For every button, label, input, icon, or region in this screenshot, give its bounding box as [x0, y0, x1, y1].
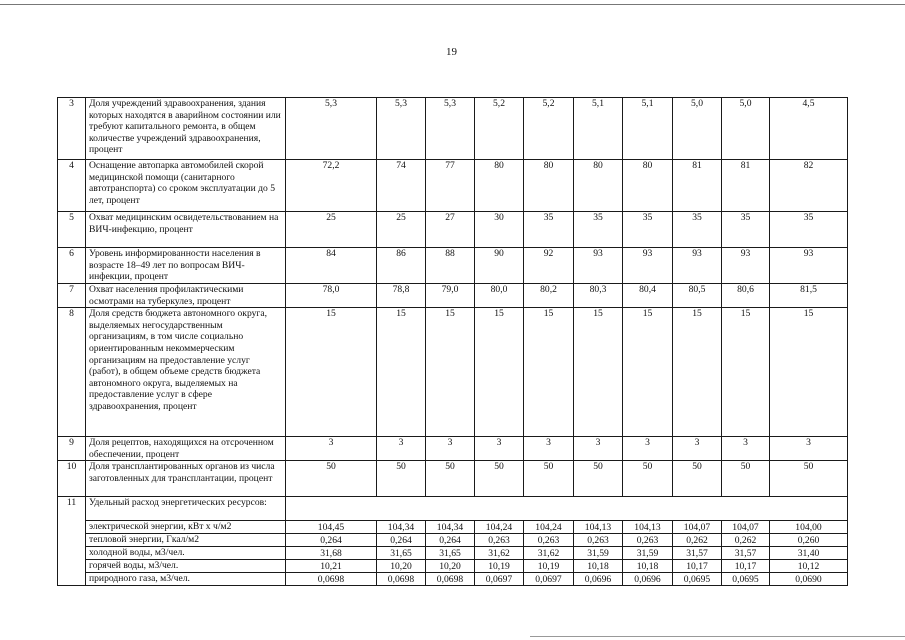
indicator-name: Доля рецептов, находящихся на отсроченном обеспечении, процент	[86, 437, 286, 461]
value-cell: 0,263	[524, 534, 574, 547]
value-cell: 10,19	[524, 560, 574, 573]
value-cell: 104,24	[475, 521, 524, 534]
sub-indicator-name: тепловой энергии, Гкал/м2	[86, 534, 286, 547]
value-cell: 10,18	[623, 560, 673, 573]
value-cell: 0,264	[426, 534, 475, 547]
value-cell: 92	[524, 248, 574, 284]
value-cell: 35	[623, 212, 673, 248]
table-row	[58, 560, 848, 573]
value-cell: 0,0690	[770, 573, 848, 586]
value-cell: 80,4	[623, 284, 673, 308]
value-cell: 50	[377, 461, 426, 497]
value-cell: 10,17	[673, 560, 722, 573]
value-cell: 10,18	[574, 560, 623, 573]
value-cell: 0,263	[574, 534, 623, 547]
value-cell: 3	[524, 437, 574, 461]
value-cell: 50	[722, 461, 770, 497]
indicator-name: Доля трансплантированных органов из числа заготовленных для трансплантации, процент	[86, 461, 286, 497]
value-cell: 80,3	[574, 284, 623, 308]
value-cell: 31,65	[377, 547, 426, 560]
value-cell: 35	[524, 212, 574, 248]
value-cell: 0,0697	[524, 573, 574, 586]
value-cell: 5,0	[673, 98, 722, 160]
value-cell: 31,57	[722, 547, 770, 560]
value-cell: 50	[286, 461, 377, 497]
sub-indicator-name: природного газа, м3/чел.	[86, 573, 286, 586]
row-number: 7	[58, 284, 86, 308]
value-cell: 0,264	[377, 534, 426, 547]
value-cell: 10,20	[426, 560, 475, 573]
value-cell: 74	[377, 160, 426, 212]
indicator-name: Уровень информированности населения в возрасте 18–49 лет по вопросам ВИЧ-инфекции, процент	[86, 248, 286, 284]
value-cell: 3	[722, 437, 770, 461]
value-cell: 93	[574, 248, 623, 284]
value-cell: 15	[574, 308, 623, 437]
table-row	[58, 497, 848, 521]
value-cell: 3	[574, 437, 623, 461]
value-cell: 3	[475, 437, 524, 461]
value-cell: 25	[286, 212, 377, 248]
indicators-table	[57, 97, 848, 586]
value-cell: 80	[623, 160, 673, 212]
value-cell: 31,68	[286, 547, 377, 560]
value-cell: 93	[722, 248, 770, 284]
value-cell: 80	[524, 160, 574, 212]
value-cell: 10,17	[722, 560, 770, 573]
value-cell: 50	[475, 461, 524, 497]
value-cell: 93	[673, 248, 722, 284]
value-cell: 80	[475, 160, 524, 212]
value-cell: 93	[770, 248, 848, 284]
page-top-edge	[0, 4, 905, 5]
value-cell: 104,07	[673, 521, 722, 534]
value-cell: 5,0	[722, 98, 770, 160]
value-cell: 50	[673, 461, 722, 497]
value-cell: 15	[475, 308, 524, 437]
value-cell: 5,2	[524, 98, 574, 160]
value-cell: 3	[426, 437, 475, 461]
value-cell: 10,20	[377, 560, 426, 573]
value-cell: 50	[770, 461, 848, 497]
sub-indicator-name: горячей воды, м3/чел.	[86, 560, 286, 573]
value-cell: 5,3	[426, 98, 475, 160]
value-cell: 81,5	[770, 284, 848, 308]
value-cell: 0,0695	[722, 573, 770, 586]
indicator-name: Оснащение автопарка автомобилей скорой медицинской помощи (санитарного автотранспорта) со сроком эксплуатации до 5 лет, процент	[86, 160, 286, 212]
value-cell: 104,13	[623, 521, 673, 534]
row-number: 4	[58, 160, 86, 212]
table-row	[58, 573, 848, 586]
table-row	[58, 461, 848, 497]
indicator-name: Доля средств бюджета автономного округа, выделяемых негосударственным организациям, в том числе социально ориентированным некоммерческим организациям на предоставление услуг (работ), в общем объеме средств бюджета автономного округа, выделяемых на предоставление услуг в сфере здравоохранения, процент	[86, 308, 286, 437]
value-cell: 15	[673, 308, 722, 437]
value-cell: 104,07	[722, 521, 770, 534]
value-cell: 0,0696	[574, 573, 623, 586]
value-cell: 31,62	[524, 547, 574, 560]
value-cell: 50	[524, 461, 574, 497]
value-cell: 78,0	[286, 284, 377, 308]
value-cell: 35	[770, 212, 848, 248]
value-cell: 80,0	[475, 284, 524, 308]
value-cell: 15	[377, 308, 426, 437]
row-number: 11	[58, 497, 86, 586]
value-cell: 86	[377, 248, 426, 284]
value-cell: 25	[377, 212, 426, 248]
value-cell: 27	[426, 212, 475, 248]
indicator-name: Удельный расход энергетических ресурсов:	[86, 497, 286, 521]
value-cell: 4,5	[770, 98, 848, 160]
page-number: 19	[446, 46, 457, 58]
value-cell: 31,40	[770, 547, 848, 560]
value-cell: 35	[722, 212, 770, 248]
value-cell: 35	[574, 212, 623, 248]
value-cell: 0,0698	[426, 573, 475, 586]
table-row	[58, 521, 848, 534]
value-cell: 0,0696	[623, 573, 673, 586]
value-cell: 90	[475, 248, 524, 284]
value-cell: 5,3	[377, 98, 426, 160]
row-number: 3	[58, 98, 86, 160]
value-cell: 78,8	[377, 284, 426, 308]
row-number: 5	[58, 212, 86, 248]
value-cell: 5,1	[623, 98, 673, 160]
value-cell: 0,263	[475, 534, 524, 547]
value-cell: 79,0	[426, 284, 475, 308]
value-cell: 3	[770, 437, 848, 461]
value-cell: 15	[770, 308, 848, 437]
value-cell: 0,263	[623, 534, 673, 547]
value-cell: 30	[475, 212, 524, 248]
value-cell: 0,262	[673, 534, 722, 547]
value-cell: 31,59	[574, 547, 623, 560]
value-cell: 31,59	[623, 547, 673, 560]
value-cell: 0,264	[286, 534, 377, 547]
value-cell: 104,34	[426, 521, 475, 534]
value-cell: 3	[623, 437, 673, 461]
table-row	[58, 534, 848, 547]
table-row	[58, 308, 848, 437]
value-cell: 80,5	[673, 284, 722, 308]
table-body	[58, 98, 848, 586]
value-cell: 15	[524, 308, 574, 437]
sub-indicator-name: электрической энергии, кВт х ч/м2	[86, 521, 286, 534]
value-cell: 0,0695	[673, 573, 722, 586]
table-row	[58, 212, 848, 248]
value-cell: 10,12	[770, 560, 848, 573]
indicator-name: Доля учреждений здравоохранения, здания которых находятся в аварийном состоянии или требуют капитального ремонта, в общем количестве учреждений здравоохранения, процент	[86, 98, 286, 160]
page-bottom-edge	[530, 636, 905, 637]
value-cell: 84	[286, 248, 377, 284]
value-cell: 15	[286, 308, 377, 437]
value-cell: 10,19	[475, 560, 524, 573]
value-cell: 50	[426, 461, 475, 497]
value-cell: 104,13	[574, 521, 623, 534]
value-cell: 35	[673, 212, 722, 248]
table-row	[58, 437, 848, 461]
value-cell: 104,34	[377, 521, 426, 534]
table-row	[58, 547, 848, 560]
value-cell: 77	[426, 160, 475, 212]
row-number: 6	[58, 248, 86, 284]
value-cell: 50	[623, 461, 673, 497]
value-cell: 0,0698	[286, 573, 377, 586]
value-cell: 50	[574, 461, 623, 497]
value-cell: 88	[426, 248, 475, 284]
value-cell: 0,262	[722, 534, 770, 547]
value-cell: 82	[770, 160, 848, 212]
value-cell: 80,2	[524, 284, 574, 308]
value-cell: 72,2	[286, 160, 377, 212]
value-cell: 0,0697	[475, 573, 524, 586]
value-cell: 3	[377, 437, 426, 461]
value-cell: 5,1	[574, 98, 623, 160]
value-cell: 15	[722, 308, 770, 437]
table-row	[58, 284, 848, 308]
value-cell: 31,65	[426, 547, 475, 560]
value-cell: 104,45	[286, 521, 377, 534]
value-cell: 80,6	[722, 284, 770, 308]
value-cell: 15	[426, 308, 475, 437]
value-cell: 81	[673, 160, 722, 212]
value-cell: 10,21	[286, 560, 377, 573]
value-cell: 5,2	[475, 98, 524, 160]
value-cell: 3	[673, 437, 722, 461]
value-cell: 3	[286, 437, 377, 461]
empty-cell	[286, 497, 848, 521]
value-cell: 31,62	[475, 547, 524, 560]
table-row	[58, 160, 848, 212]
row-number: 8	[58, 308, 86, 437]
value-cell: 80	[574, 160, 623, 212]
value-cell: 0,260	[770, 534, 848, 547]
value-cell: 5,3	[286, 98, 377, 160]
value-cell: 104,24	[524, 521, 574, 534]
value-cell: 81	[722, 160, 770, 212]
row-number: 9	[58, 437, 86, 461]
table-row	[58, 98, 848, 160]
table-row	[58, 248, 848, 284]
value-cell: 104,00	[770, 521, 848, 534]
value-cell: 93	[623, 248, 673, 284]
value-cell: 31,57	[673, 547, 722, 560]
value-cell: 15	[623, 308, 673, 437]
indicator-name: Охват населения профилактическими осмотрами на туберкулез, процент	[86, 284, 286, 308]
row-number: 10	[58, 461, 86, 497]
sub-indicator-name: холодной воды, м3/чел.	[86, 547, 286, 560]
indicator-name: Охват медицинским освидетельствованием на ВИЧ-инфекцию, процент	[86, 212, 286, 248]
value-cell: 0,0698	[377, 573, 426, 586]
